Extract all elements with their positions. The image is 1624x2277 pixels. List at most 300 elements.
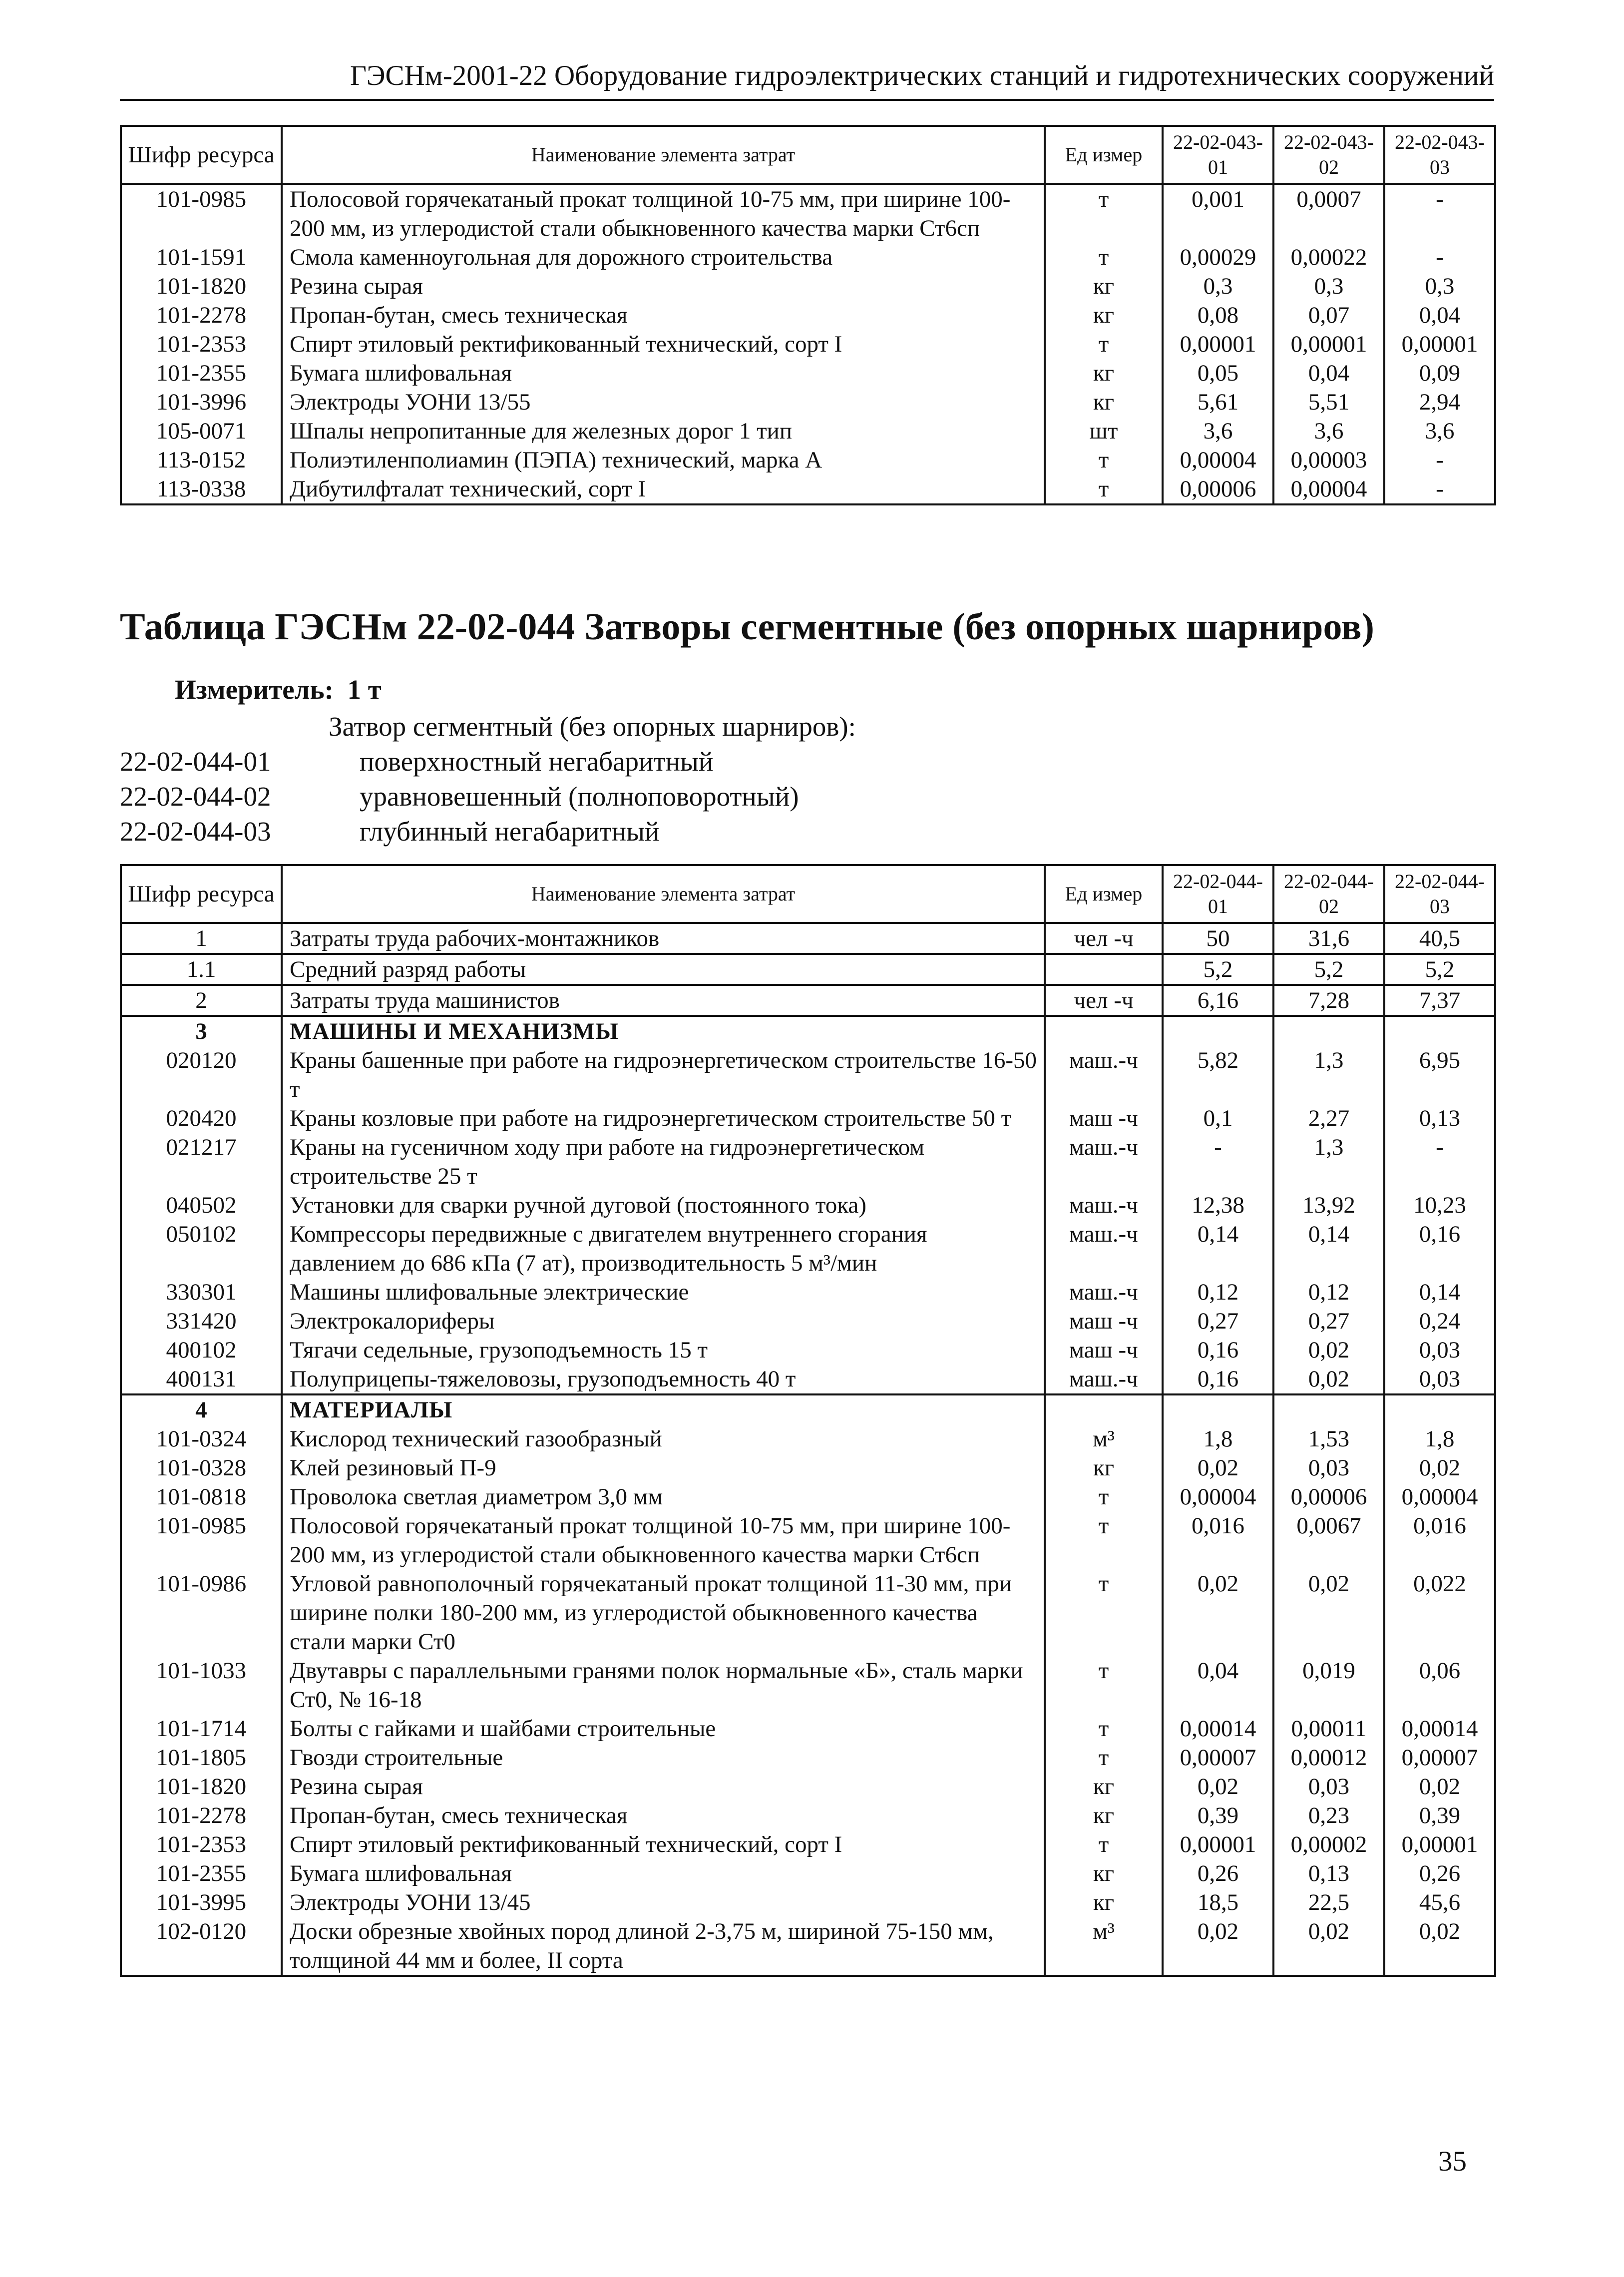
cell-name: Полосовой горячекатаный прокат толщиной 10-75 мм, при ширине 100-200 мм, из углеродистой стали обыкновенного качества марки Ст6сп — [282, 184, 1045, 243]
table-row — [121, 985, 1495, 1016]
cell-value: 1,3 — [1273, 1046, 1384, 1104]
table-row — [121, 1656, 1495, 1714]
table-row — [121, 954, 1495, 985]
cell-value: 0,3 — [1384, 272, 1495, 301]
cell-value: 0,16 — [1384, 1220, 1495, 1278]
cell-code: 1.1 — [121, 954, 282, 985]
cell-code: 101-1820 — [121, 272, 282, 301]
cell-value: 2,27 — [1273, 1104, 1384, 1133]
cell-value: - — [1384, 474, 1495, 504]
cell-value: - — [1384, 446, 1495, 474]
page-number: 35 — [1438, 2146, 1467, 2177]
cell-value: 3,6 — [1163, 417, 1273, 446]
cell-name: Электроды УОНИ 13/55 — [282, 388, 1045, 417]
cell-code: 331420 — [121, 1307, 282, 1336]
cell-name: Электрокалориферы — [282, 1307, 1045, 1336]
table-row — [121, 388, 1495, 417]
cell-value: 0,24 — [1384, 1307, 1495, 1336]
meter-label: Измеритель: — [175, 674, 334, 705]
cell-name: Пропан-бутан, смесь техническая — [282, 301, 1045, 330]
variant-text: поверхностный негабаритный — [360, 746, 714, 777]
variant-code: 22-02-044-02 — [120, 781, 271, 812]
table-row — [121, 1336, 1495, 1365]
cell-unit: маш.-ч — [1045, 1365, 1163, 1394]
cell-code: 101-1820 — [121, 1772, 282, 1801]
table-row — [121, 1307, 1495, 1336]
cell-name: Резина сырая — [282, 272, 1045, 301]
cell-code: 1 — [121, 923, 282, 954]
cell-unit: т — [1045, 1656, 1163, 1714]
cell-value: 0,02 — [1273, 1917, 1384, 1976]
cell-code: 101-0985 — [121, 184, 282, 243]
cell-value: 3,6 — [1384, 417, 1495, 446]
cell-code: 101-3995 — [121, 1888, 282, 1917]
cell-value: 0,00012 — [1273, 1743, 1384, 1772]
cell-name: Смола каменноугольная для дорожного строительства — [282, 243, 1045, 272]
cell-value: 0,0007 — [1273, 184, 1384, 243]
cell-value: 0,04 — [1273, 359, 1384, 388]
cell-value: - — [1163, 1133, 1273, 1191]
cell-name: Угловой равнополочный горячекатаный прокат толщиной 11-30 мм, при ширине полки 180-200 мм, из углеродистой обыкновенного качества стали марки Ст0 — [282, 1569, 1045, 1656]
cell-value: 0,07 — [1273, 301, 1384, 330]
cell-name: МАТЕРИАЛЫ — [282, 1394, 1045, 1424]
cell-name: Установки для сварки ручной дуговой (постоянного тока) — [282, 1191, 1045, 1220]
cell-code: 4 — [121, 1394, 282, 1424]
cell-value: 40,5 — [1384, 923, 1495, 954]
cell-unit: т — [1045, 474, 1163, 504]
table-row — [121, 243, 1495, 272]
cell-value: 0,00004 — [1163, 446, 1273, 474]
cell-code: 020120 — [121, 1046, 282, 1104]
cell-unit: т — [1045, 1714, 1163, 1743]
cell-unit: чел -ч — [1045, 923, 1163, 954]
table-row — [121, 184, 1495, 243]
cell-value: 6,95 — [1384, 1046, 1495, 1104]
cell-value: 0,02 — [1384, 1917, 1495, 1976]
cell-code: 330301 — [121, 1278, 282, 1307]
cell-unit: т — [1045, 1743, 1163, 1772]
table-row — [121, 446, 1495, 474]
cell-name: Полиэтиленполиамин (ПЭПА) технический, марка А — [282, 446, 1045, 474]
cell-value: 5,61 — [1163, 388, 1273, 417]
cell-code: 040502 — [121, 1191, 282, 1220]
cell-code: 102-0120 — [121, 1917, 282, 1976]
cell-name: Дибутилфталат технический, сорт I — [282, 474, 1045, 504]
cell-unit — [1045, 1394, 1163, 1424]
cell-value: 0,00001 — [1163, 1830, 1273, 1859]
cell-name: Бумага шлифовальная — [282, 1859, 1045, 1888]
cell-unit: т — [1045, 1569, 1163, 1656]
cell-value: 0,02 — [1163, 1569, 1273, 1656]
table-row — [121, 1424, 1495, 1453]
table-row — [121, 1482, 1495, 1511]
variant-list — [120, 709, 856, 849]
cell-value: 0,02 — [1163, 1772, 1273, 1801]
table-row — [121, 1743, 1495, 1772]
cell-unit: м³ — [1045, 1917, 1163, 1976]
variant-code: 22-02-044-01 — [120, 746, 271, 777]
cell-name: МАШИНЫ И МЕХАНИЗМЫ — [282, 1016, 1045, 1046]
cell-code: 020420 — [121, 1104, 282, 1133]
cell-name: Затраты труда рабочих-монтажников — [282, 923, 1045, 954]
cell-unit: кг — [1045, 1801, 1163, 1830]
cell-value: 0,02 — [1273, 1569, 1384, 1656]
cell-value: 0,14 — [1163, 1220, 1273, 1278]
cell-code: 101-2355 — [121, 1859, 282, 1888]
cell-value: 0,00011 — [1273, 1714, 1384, 1743]
cell-value: 0,001 — [1163, 184, 1273, 243]
cell-value: 0,00001 — [1384, 1830, 1495, 1859]
cell-unit — [1045, 1016, 1163, 1046]
cell-unit: маш.-ч — [1045, 1191, 1163, 1220]
cell-unit: м³ — [1045, 1424, 1163, 1453]
table-row — [121, 301, 1495, 330]
cell-unit: кг — [1045, 1772, 1163, 1801]
table-row — [121, 923, 1495, 954]
cell-name: Кислород технический газообразный — [282, 1424, 1045, 1453]
running-header: ГЭСНм-2001-22 Оборудование гидроэлектрических станций и гидротехнических сооружений — [350, 60, 1494, 91]
cell-value: 3,6 — [1273, 417, 1384, 446]
cell-unit: маш.-ч — [1045, 1278, 1163, 1307]
cell-code: 101-2278 — [121, 1801, 282, 1830]
cell-name: Краны козловые при работе на гидроэнергетическом строительстве 50 т — [282, 1104, 1045, 1133]
cell-unit: кг — [1045, 359, 1163, 388]
cell-code: 101-0985 — [121, 1511, 282, 1569]
table-row — [121, 1191, 1495, 1220]
cell-value: 13,92 — [1273, 1191, 1384, 1220]
cell-name: Затраты труда машинистов — [282, 985, 1045, 1016]
cell-value: 1,8 — [1384, 1424, 1495, 1453]
cell-value: 0,03 — [1384, 1365, 1495, 1394]
cell-value — [1163, 1016, 1273, 1046]
table-row — [121, 1133, 1495, 1191]
cell-value — [1384, 1016, 1495, 1046]
cell-value: 0,09 — [1384, 359, 1495, 388]
cell-value: 0,08 — [1163, 301, 1273, 330]
col-header-c3: 22-02-044-03 — [1384, 865, 1495, 923]
cell-value: 0,00002 — [1273, 1830, 1384, 1859]
col-header-unit: Ед измер — [1045, 865, 1163, 923]
cell-value — [1163, 1394, 1273, 1424]
cell-value: 0,00004 — [1273, 474, 1384, 504]
cell-value: 0,05 — [1163, 359, 1273, 388]
variant-intro: Затвор сегментный (без опорных шарниров): — [329, 711, 856, 742]
col-header-unit: Ед измер — [1045, 126, 1163, 184]
col-header-code: Шифр ресурса — [121, 865, 282, 923]
table-row — [121, 1772, 1495, 1801]
cell-value: 0,03 — [1273, 1453, 1384, 1482]
cell-value: - — [1384, 243, 1495, 272]
table-row — [121, 1569, 1495, 1656]
cell-value: 0,00001 — [1163, 330, 1273, 359]
cell-unit: т — [1045, 184, 1163, 243]
meter-line — [175, 673, 382, 706]
cell-value: 0,13 — [1384, 1104, 1495, 1133]
variant-code: 22-02-044-03 — [120, 816, 271, 847]
cell-value: 0,02 — [1384, 1453, 1495, 1482]
cell-value: 0,39 — [1384, 1801, 1495, 1830]
cell-value: 31,6 — [1273, 923, 1384, 954]
cell-value: 0,02 — [1163, 1917, 1273, 1976]
cell-name: Электроды УОНИ 13/45 — [282, 1888, 1045, 1917]
cell-name: Болты с гайками и шайбами строительные — [282, 1714, 1045, 1743]
cell-code: 105-0071 — [121, 417, 282, 446]
cell-name: Краны башенные при работе на гидроэнергетическом строительстве 16-50 т — [282, 1046, 1045, 1104]
cell-code: 101-1805 — [121, 1743, 282, 1772]
cell-value: 0,022 — [1384, 1569, 1495, 1656]
cell-value — [1273, 1016, 1384, 1046]
resource-table-044 — [120, 864, 1496, 1977]
col-header-c2: 22-02-044-02 — [1273, 865, 1384, 923]
cell-value: 0,27 — [1163, 1307, 1273, 1336]
cell-name: Тягачи седельные, грузоподъемность 15 т — [282, 1336, 1045, 1365]
cell-value: 22,5 — [1273, 1888, 1384, 1917]
cell-value: 0,00007 — [1163, 1743, 1273, 1772]
cell-unit: маш.-ч — [1045, 1133, 1163, 1191]
table-row — [121, 272, 1495, 301]
cell-value: 0,00004 — [1163, 1482, 1273, 1511]
cell-code: 2 — [121, 985, 282, 1016]
cell-value: 5,82 — [1163, 1046, 1273, 1104]
cell-code: 021217 — [121, 1133, 282, 1191]
col-header-name: Наименование элемента затрат — [282, 865, 1045, 923]
cell-code: 101-0328 — [121, 1453, 282, 1482]
cell-value — [1273, 1394, 1384, 1424]
variant-item — [120, 814, 856, 849]
meter-value: 1 т — [347, 674, 382, 705]
col-header-c2: 22-02-043-02 — [1273, 126, 1384, 184]
cell-name: Доски обрезные хвойных пород длиной 2-3,75 м, шириной 75-150 мм, толщиной 44 мм и более, II сорта — [282, 1917, 1045, 1976]
cell-code: 101-0986 — [121, 1569, 282, 1656]
cell-code: 050102 — [121, 1220, 282, 1278]
cell-value: 0,00003 — [1273, 446, 1384, 474]
cell-name: Спирт этиловый ректификованный технический, сорт I — [282, 1830, 1045, 1859]
table-row — [121, 417, 1495, 446]
cell-value: 0,02 — [1273, 1365, 1384, 1394]
cell-value: 0,016 — [1163, 1511, 1273, 1569]
header-rule — [120, 99, 1494, 101]
cell-code: 101-2278 — [121, 301, 282, 330]
cell-value: 0,14 — [1273, 1220, 1384, 1278]
cell-unit: т — [1045, 446, 1163, 474]
cell-value: 0,02 — [1163, 1453, 1273, 1482]
table-header-row — [121, 126, 1495, 184]
cell-value: 0,04 — [1384, 301, 1495, 330]
cell-value: 0,03 — [1273, 1772, 1384, 1801]
cell-unit: кг — [1045, 1859, 1163, 1888]
cell-code: 101-0818 — [121, 1482, 282, 1511]
cell-value: 0,14 — [1384, 1278, 1495, 1307]
cell-value: 6,16 — [1163, 985, 1273, 1016]
cell-value: 12,38 — [1163, 1191, 1273, 1220]
cell-value: 0,3 — [1163, 272, 1273, 301]
cell-unit: маш -ч — [1045, 1336, 1163, 1365]
table-row — [121, 1046, 1495, 1104]
table-row — [121, 1801, 1495, 1830]
cell-code: 101-0324 — [121, 1424, 282, 1453]
cell-value: 5,2 — [1273, 954, 1384, 985]
cell-name: Клей резиновый П-9 — [282, 1453, 1045, 1482]
cell-name: Средний разряд работы — [282, 954, 1045, 985]
cell-value: 0,26 — [1384, 1859, 1495, 1888]
variant-text: глубинный негабаритный — [360, 816, 660, 847]
table-row — [121, 1453, 1495, 1482]
table-row — [121, 1104, 1495, 1133]
cell-value: 0,016 — [1384, 1511, 1495, 1569]
cell-value: 10,23 — [1384, 1191, 1495, 1220]
cell-value: 1,8 — [1163, 1424, 1273, 1453]
cell-value: 0,019 — [1273, 1656, 1384, 1714]
cell-value: 0,12 — [1273, 1278, 1384, 1307]
cell-unit: т — [1045, 1830, 1163, 1859]
cell-code: 101-1591 — [121, 243, 282, 272]
resource-table-043 — [120, 125, 1496, 505]
col-header-c1: 22-02-044-01 — [1163, 865, 1273, 923]
cell-name: Пропан-бутан, смесь техническая — [282, 1801, 1045, 1830]
table-row — [121, 1220, 1495, 1278]
table-row — [121, 1917, 1495, 1976]
table-title: Таблица ГЭСНм 22-02-044 Затворы сегментные (без опорных шарниров) — [120, 606, 1374, 648]
cell-name: Гвозди строительные — [282, 1743, 1045, 1772]
cell-code: 101-2355 — [121, 359, 282, 388]
table-row — [121, 1714, 1495, 1743]
cell-unit: маш -ч — [1045, 1104, 1163, 1133]
cell-unit: шт — [1045, 417, 1163, 446]
cell-value: 1,53 — [1273, 1424, 1384, 1453]
cell-value: 0,16 — [1163, 1336, 1273, 1365]
table-header-row — [121, 865, 1495, 923]
cell-unit: чел -ч — [1045, 985, 1163, 1016]
variant-item — [120, 744, 856, 779]
cell-value: 0,1 — [1163, 1104, 1273, 1133]
table-row — [121, 359, 1495, 388]
table-row — [121, 1888, 1495, 1917]
cell-value: - — [1384, 184, 1495, 243]
table-row — [121, 1365, 1495, 1394]
table-row — [121, 1830, 1495, 1859]
cell-unit — [1045, 954, 1163, 985]
cell-value: 50 — [1163, 923, 1273, 954]
cell-code: 101-1714 — [121, 1714, 282, 1743]
cell-name: Полуприцепы-тяжеловозы, грузоподъемность 40 т — [282, 1365, 1045, 1394]
cell-value: 0,13 — [1273, 1859, 1384, 1888]
cell-code: 400102 — [121, 1336, 282, 1365]
cell-value: 0,0067 — [1273, 1511, 1384, 1569]
cell-value: 0,00007 — [1384, 1743, 1495, 1772]
cell-name: Спирт этиловый ректификованный технический, сорт I — [282, 330, 1045, 359]
cell-name: Машины шлифовальные электрические — [282, 1278, 1045, 1307]
cell-unit: маш.-ч — [1045, 1220, 1163, 1278]
cell-code: 400131 — [121, 1365, 282, 1394]
cell-value: 0,26 — [1163, 1859, 1273, 1888]
col-header-name: Наименование элемента затрат — [282, 126, 1045, 184]
cell-value: 0,00014 — [1384, 1714, 1495, 1743]
cell-unit: кг — [1045, 1888, 1163, 1917]
cell-value: 0,02 — [1384, 1772, 1495, 1801]
cell-value: 7,28 — [1273, 985, 1384, 1016]
cell-code: 101-3996 — [121, 388, 282, 417]
cell-value: 0,03 — [1384, 1336, 1495, 1365]
cell-name: Бумага шлифовальная — [282, 359, 1045, 388]
cell-value: 0,00006 — [1273, 1482, 1384, 1511]
cell-name: Проволока светлая диаметром 3,0 мм — [282, 1482, 1045, 1511]
cell-unit: т — [1045, 243, 1163, 272]
cell-value: 0,00001 — [1384, 330, 1495, 359]
cell-value: 0,3 — [1273, 272, 1384, 301]
cell-name: Компрессоры передвижные с двигателем внутреннего сгорания давлением до 686 кПа (7 ат), производительность 5 м³/мин — [282, 1220, 1045, 1278]
cell-value: 1,3 — [1273, 1133, 1384, 1191]
cell-name: Двутавры с параллельными гранями полок нормальные «Б», сталь марки Ст0, № 16-18 — [282, 1656, 1045, 1714]
cell-value: 0,06 — [1384, 1656, 1495, 1714]
cell-value: 0,12 — [1163, 1278, 1273, 1307]
cell-name: Резина сырая — [282, 1772, 1045, 1801]
cell-value: 18,5 — [1163, 1888, 1273, 1917]
cell-unit: кг — [1045, 388, 1163, 417]
cell-unit: маш -ч — [1045, 1307, 1163, 1336]
cell-code: 101-2353 — [121, 330, 282, 359]
cell-unit: кг — [1045, 1453, 1163, 1482]
cell-code: 3 — [121, 1016, 282, 1046]
table-row — [121, 330, 1495, 359]
section-row — [121, 1394, 1495, 1424]
cell-value: 5,2 — [1384, 954, 1495, 985]
cell-value: 2,94 — [1384, 388, 1495, 417]
cell-value: 7,37 — [1384, 985, 1495, 1016]
cell-unit: т — [1045, 1511, 1163, 1569]
cell-value: 0,00006 — [1163, 474, 1273, 504]
cell-value — [1384, 1394, 1495, 1424]
cell-value: 5,2 — [1163, 954, 1273, 985]
cell-code: 113-0152 — [121, 446, 282, 474]
cell-code: 101-2353 — [121, 1830, 282, 1859]
cell-value: - — [1384, 1133, 1495, 1191]
table-row — [121, 1859, 1495, 1888]
cell-name: Полосовой горячекатаный прокат толщиной 10-75 мм, при ширине 100-200 мм, из углеродистой стали обыкновенного качества марки Ст6сп — [282, 1511, 1045, 1569]
cell-value: 0,23 — [1273, 1801, 1384, 1830]
cell-unit: т — [1045, 1482, 1163, 1511]
cell-unit: маш.-ч — [1045, 1046, 1163, 1104]
cell-unit: кг — [1045, 301, 1163, 330]
cell-value: 45,6 — [1384, 1888, 1495, 1917]
cell-value: 0,02 — [1273, 1336, 1384, 1365]
col-header-c3: 22-02-043-03 — [1384, 126, 1495, 184]
table-row — [121, 1278, 1495, 1307]
cell-value: 0,00022 — [1273, 243, 1384, 272]
cell-value: 0,04 — [1163, 1656, 1273, 1714]
table-row — [121, 1511, 1495, 1569]
variant-text: уравновешенный (полноповоротный) — [360, 781, 799, 812]
cell-value: 0,27 — [1273, 1307, 1384, 1336]
cell-value: 0,00029 — [1163, 243, 1273, 272]
cell-value: 0,39 — [1163, 1801, 1273, 1830]
cell-code: 113-0338 — [121, 474, 282, 504]
col-header-c1: 22-02-043-01 — [1163, 126, 1273, 184]
variant-item — [120, 779, 856, 814]
cell-value: 5,51 — [1273, 388, 1384, 417]
cell-name: Краны на гусеничном ходу при работе на гидроэнергетическом строительстве 25 т — [282, 1133, 1045, 1191]
cell-unit: т — [1045, 330, 1163, 359]
cell-name: Шпалы непропитанные для железных дорог 1 тип — [282, 417, 1045, 446]
cell-unit: кг — [1045, 272, 1163, 301]
cell-value: 0,00001 — [1273, 330, 1384, 359]
section-row — [121, 1016, 1495, 1046]
cell-value: 0,00004 — [1384, 1482, 1495, 1511]
table-row — [121, 474, 1495, 504]
cell-value: 0,16 — [1163, 1365, 1273, 1394]
cell-value: 0,00014 — [1163, 1714, 1273, 1743]
col-header-code: Шифр ресурса — [121, 126, 282, 184]
cell-code: 101-1033 — [121, 1656, 282, 1714]
